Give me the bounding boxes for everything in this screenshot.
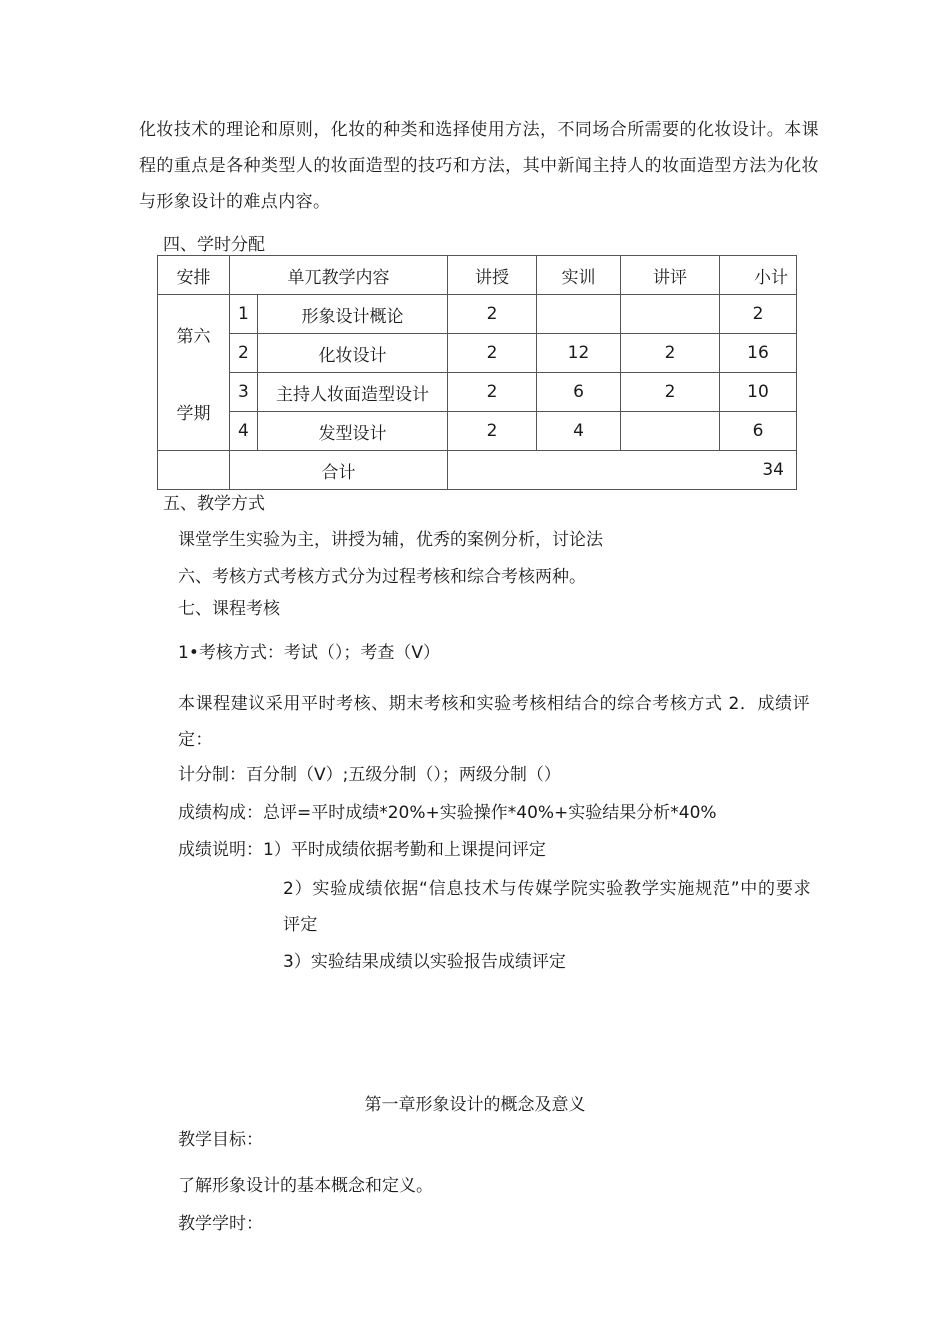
grading-system-line: 计分制：百分制（V）;五级分制（）；两级分制（） [178, 765, 561, 785]
row-subtotal: 2 [720, 295, 797, 334]
grade-note-2: 2）实验成绩依据“信息技术与传媒学院实验教学实施规范”中的要求评定 [283, 879, 811, 935]
assessment-method-line: 1•考核方式：考试（）；考查（V） [178, 643, 440, 663]
table-row [158, 373, 797, 412]
row-lecture: 2 [448, 295, 537, 334]
chapter-title: 第一章形象设计的概念及意义 [364, 1095, 586, 1115]
row-lecture: 2 [448, 334, 537, 373]
row-number: 4 [230, 412, 258, 451]
semester-line-1: 第六 [176, 326, 211, 347]
total-value: 34 [448, 451, 797, 490]
section-heading-hours: 四、学时分配 [163, 235, 265, 255]
row-subtotal: 6 [720, 412, 797, 451]
table-row [158, 295, 797, 334]
row-practice [537, 295, 621, 334]
row-lecture: 2 [448, 412, 537, 451]
total-empty-cell [158, 451, 230, 490]
header-subtotal: 小计 [720, 256, 797, 295]
table-total-row [158, 451, 797, 490]
row-number: 2 [230, 334, 258, 373]
row-content: 化妆设计 [258, 334, 448, 373]
table-header-row [158, 256, 797, 295]
intro-paragraph: 化妆技术的理论和原则，化妆的种类和选择使用方法，不同场合所需要的化妆设计。本课程的重点是各种类型人的妆面造型的技巧和方法，其中新闻主持人的妆面造型方法为化妆与形象设计的难点内容。 [139, 120, 819, 212]
semester-cell [158, 295, 230, 451]
teaching-method-text: 课堂学生实验为主，讲授为辅，优秀的案例分析，讨论法 [178, 530, 603, 550]
table-row [158, 412, 797, 451]
row-subtotal: 10 [720, 373, 797, 412]
row-subtotal: 16 [720, 334, 797, 373]
objective-text: 了解形象设计的基本概念和定义。 [178, 1176, 433, 1196]
row-content: 发型设计 [258, 412, 448, 451]
row-practice: 6 [537, 373, 621, 412]
header-arrange: 安排 [158, 256, 230, 295]
section-heading-course-assessment: 七、课程考核 [178, 599, 280, 619]
row-review: 2 [621, 373, 720, 412]
row-number: 3 [230, 373, 258, 412]
grade-composition-line: 成绩构成：总评=平时成绩*20%+实验操作*40%+实验结果分析*40% [178, 803, 717, 823]
header-lecture: 讲授 [448, 256, 537, 295]
grade-note-3: 3）实验结果成绩以实验报告成绩评定 [283, 952, 566, 972]
row-review [621, 412, 720, 451]
header-review: 讲评 [621, 256, 720, 295]
section-assessment-type: 六、考核方式考核方式分为过程考核和综合考核两种。 [178, 567, 586, 587]
row-number: 1 [230, 295, 258, 334]
row-review [621, 295, 720, 334]
section-heading-teaching: 五、教学方式 [163, 494, 265, 514]
assessment-paragraph: 本课程建议采用平时考核、期末考核和实验考核相结合的综合考核方式 2．成绩评定： [178, 694, 810, 750]
row-practice: 12 [537, 334, 621, 373]
header-practice: 实训 [537, 256, 621, 295]
hours-allocation-table [157, 255, 797, 490]
row-content: 形象设计概论 [258, 295, 448, 334]
total-label: 合计 [230, 451, 448, 490]
hours-label: 教学学时： [178, 1214, 263, 1234]
table-row [158, 334, 797, 373]
semester-line-2: 学期 [176, 403, 211, 424]
objective-label: 教学目标： [178, 1130, 263, 1150]
grade-note-1: 成绩说明：1）平时成绩依据考勤和上课提问评定 [178, 840, 546, 860]
row-lecture: 2 [448, 373, 537, 412]
row-practice: 4 [537, 412, 621, 451]
row-review: 2 [621, 334, 720, 373]
header-unit-content: 单兀教学内容 [230, 256, 448, 295]
row-content: 主持人妆面造型设计 [258, 373, 448, 412]
